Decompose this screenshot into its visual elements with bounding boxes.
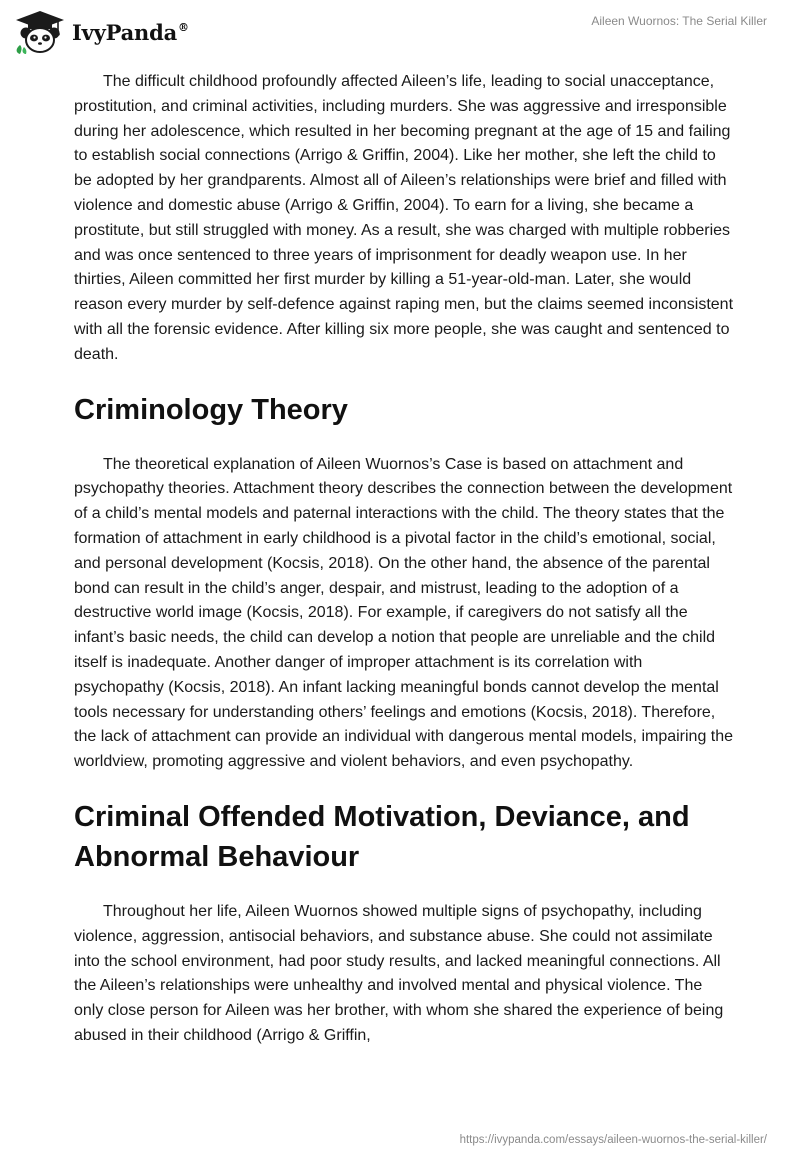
paragraph-psychopathy-signs: Throughout her life, Aileen Wuornos showed multiple signs of psychopathy, including violence, aggression, antisocial behaviors, and substance abuse. She could not assimilate into the school environment, had poor study results, and lacked meaningful connections. All the Aileen’s relationships were unhealthy and involved mental and physical violence. The only close person for Aileen was her brother, with whom she shared the experience of being abused in their childhood (Arrigo & Griffin, <box>74 902 724 1044</box>
essay-content <box>74 70 734 1071</box>
page-header <box>0 0 800 64</box>
registered-mark: ® <box>178 20 189 34</box>
source-url[interactable]: https://ivypanda.com/essays/aileen-wuornos-the-serial-killer/ <box>459 1134 767 1146</box>
paragraph-childhood-effects: The difficult childhood profoundly affected Aileen’s life, leading to social unacceptance, prostitution, and criminal activities, including murders. She was aggressive and irresponsible during her adolescence, which resulted in her becoming pregnant at the age of 15 and failing to establish social connections (Arrigo & Griffin, 2004). Like her mother, she left the child to be adopted by her grandparents. Almost all of Aileen’s relationships were brief and filled with violence and domestic abuse (Arrigo & Griffin, 2004). To earn for a living, she became a prostitute, but still struggled with money. As a result, she was charged with multiple robberies and was once sentenced to three years of imprisonment for deadly weapon use. In her thirties, Aileen committed her first murder by killing a 51-year-old-man. Later, she would reason every murder by self-defence against raping men, but the claims seemed inconsistent with all the forensic evidence. After killing six more people, she was caught and sentenced to death. <box>74 73 734 363</box>
brand-name: IvyPanda® <box>72 19 189 45</box>
heading-criminal-motivation: Criminal Offended Motivation, Deviance, and Abnormal Behaviour <box>74 800 690 873</box>
panda-graduate-icon <box>14 9 66 55</box>
document-title: Aileen Wuornos: The Serial Killer <box>591 14 767 28</box>
paragraph-attachment-theory: The theoretical explanation of Aileen Wuornos’s Case is based on attachment and psychopathy theories. Attachment theory describes the connection between the development of a child’s mental models and paternal interactions with the child. The theory states that the formation of attachment in early childhood is a pivotal factor in the child’s emotional, social, and personal development (Kocsis, 2018). On the other hand, the absence of the parental bond can result in the child’s anger, despair, and mistrust, leading to the adoption of a destructive world image (Kocsis, 2018). For example, if caregivers do not satisfy all the infant’s basic needs, the child can develop a notion that people are unreliable and the child itself is inadequate. Another danger of improper attachment is its correlation with psychopathy (Kocsis, 2018). An infant lacking meaningful bonds cannot develop the mental tools necessary for understanding others’ feelings and emotions (Kocsis, 2018). Therefore, the lack of attachment can provide an individual with dangerous mental models, impairing the worldview, promoting aggressive and violent behaviors, and even psychopathy. <box>74 455 734 771</box>
heading-criminology-theory: Criminology Theory <box>74 393 348 426</box>
ivypanda-logo[interactable] <box>14 8 189 56</box>
